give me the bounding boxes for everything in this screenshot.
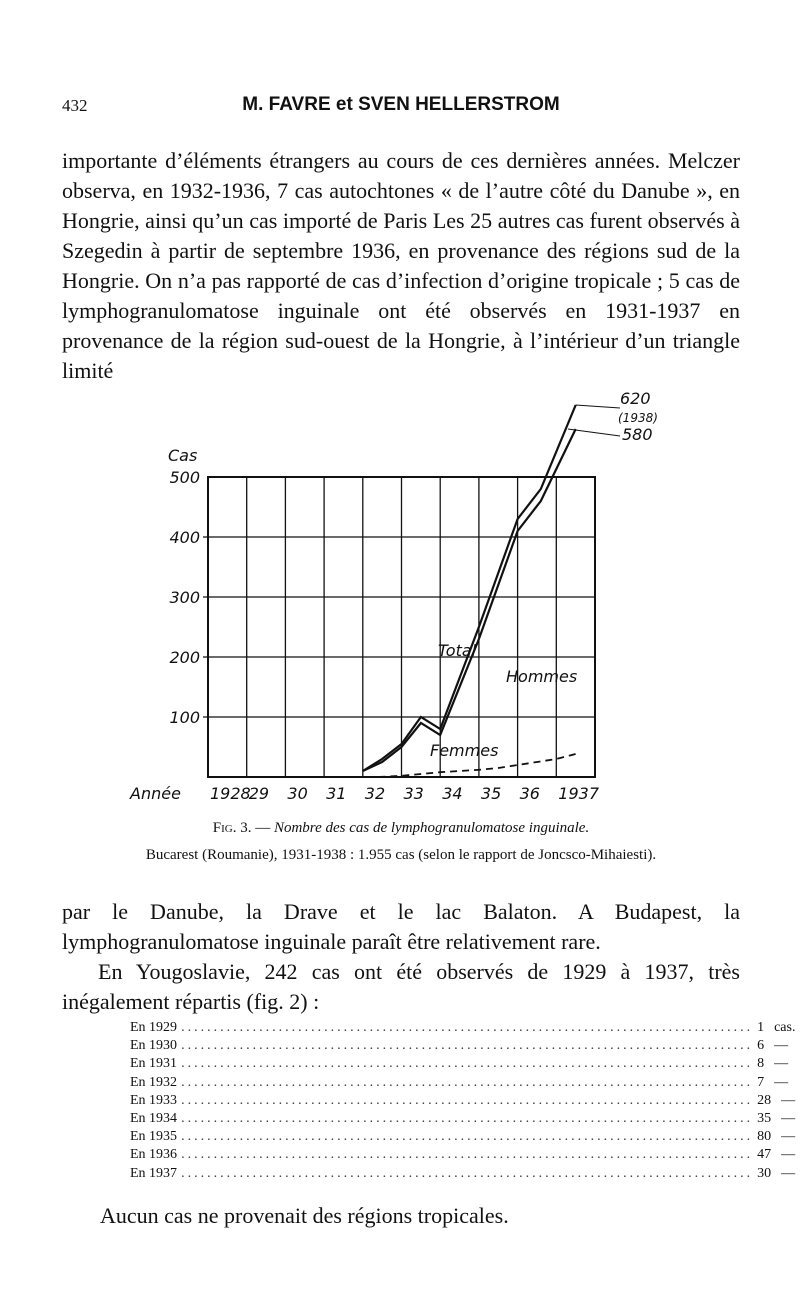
figure-caption	[62, 820, 740, 837]
x-tick-label: 36	[519, 784, 540, 803]
dot-leader: ........................................................................................	[181, 1020, 754, 1035]
case-unit: —	[774, 1074, 789, 1090]
series-line	[363, 405, 576, 771]
paragraph-budapest: par le Danube, la Drave et le lac Balaton. A Budapest, la lymphogranulomatose inguinale paraît être relativement rare.	[62, 899, 740, 954]
y-tick-label: 500	[169, 468, 200, 487]
case-year: En 1929	[130, 1020, 178, 1035]
case-count: 80	[757, 1129, 772, 1145]
closing-line: Aucun cas ne provenait des régions tropicales.	[100, 1203, 509, 1228]
case-count: 30	[757, 1165, 772, 1181]
case-year: En 1931	[130, 1056, 178, 1072]
case-unit: —	[781, 1092, 796, 1108]
x-axis-label: Année	[130, 784, 181, 803]
page-header	[62, 96, 740, 124]
case-unit: —	[774, 1056, 789, 1072]
cases-chart	[110, 380, 658, 810]
case-count: 28	[757, 1092, 772, 1108]
x-tick-label: 34	[442, 784, 463, 803]
case-year: En 1935	[130, 1129, 178, 1145]
case-unit: —	[781, 1129, 796, 1145]
chart-grid	[203, 477, 595, 777]
cases-table	[130, 1019, 796, 1183]
dot-leader: ........................................................................................	[181, 1165, 754, 1181]
case-unit: —	[774, 1038, 789, 1054]
case-year: En 1937	[130, 1165, 178, 1181]
x-tick-label: 1937	[558, 784, 600, 803]
table-row	[130, 1055, 789, 1073]
y-tick-label: 200	[169, 648, 200, 667]
dot-leader: ........................................................................................	[181, 1074, 754, 1090]
case-count: 47	[757, 1147, 772, 1163]
dot-leader: ........................................................................................	[181, 1147, 754, 1163]
chart-annotation: 620	[620, 389, 651, 408]
annotation-leader	[568, 429, 620, 436]
series-label: Hommes	[506, 667, 578, 686]
case-unit: —	[781, 1147, 796, 1163]
case-count: 7	[757, 1074, 765, 1090]
x-tick-label: 30	[287, 784, 308, 803]
table-row	[130, 1128, 796, 1146]
case-year: En 1933	[130, 1092, 178, 1108]
table-row	[130, 1019, 796, 1037]
case-year: En 1932	[130, 1074, 178, 1090]
dot-leader: ........................................................................................	[181, 1092, 754, 1108]
case-count: 6	[757, 1038, 765, 1054]
case-count: 35	[757, 1110, 772, 1126]
table-row	[130, 1037, 789, 1055]
case-year: En 1934	[130, 1110, 178, 1126]
y-tick-label: 300	[169, 588, 200, 607]
table-row	[130, 1074, 789, 1092]
case-count: 1	[757, 1020, 765, 1035]
y-tick-label: 400	[169, 528, 200, 547]
dot-leader: ........................................................................................	[181, 1038, 754, 1054]
dot-leader: ........................................................................................	[181, 1129, 754, 1145]
series-label: Total	[438, 641, 477, 660]
x-tick-label: 1928	[210, 784, 251, 803]
case-count: 8	[757, 1056, 765, 1072]
case-unit: —	[781, 1110, 796, 1126]
series-label: Femmes	[430, 741, 499, 760]
chart-series	[363, 405, 580, 777]
case-unit: cas.	[774, 1020, 796, 1035]
table-row	[130, 1146, 796, 1164]
x-tick-label: 35	[480, 784, 502, 803]
figure-source: Bucarest (Roumanie), 1931-1938 : 1.955 cas (selon le rapport de Joncsco-Mihaiesti).	[145, 847, 657, 863]
dot-leader: ........................................................................................	[181, 1110, 754, 1126]
x-tick-label: 31	[326, 784, 347, 803]
paragraph-yougoslavie: En Yougoslavie, 242 cas ont été observés de 1929 à 1937, très inégalement répartis (fig. 2) :	[62, 959, 740, 1014]
case-year: En 1936	[130, 1147, 178, 1163]
annotation-leader	[576, 405, 620, 408]
paragraph-intro: importante d’éléments étrangers au cours de ces dernières années. Melczer observa, en 1932-1936, 7 cas autochtones « de l’autre côté du Danube », en Hongrie, ainsi qu’un cas importé de Paris Les 25 autres cas furent observés à Szegedin à partir de septembre 1936, en provenance des régions sud de la Hongrie. On n’a pas rapporté de cas d’infection d’origine tropicale ; 5 cas de lymphogranulomatose inguinale ont été observés en 1931-1937 en provenance de la région sud-ouest de la Hongrie, à l’intérieur d’un triangle limité	[62, 148, 740, 383]
y-axis-label: Cas	[168, 446, 198, 465]
figure-label: Fig. 3. —	[212, 820, 271, 836]
chart-annotation: (1938)	[618, 411, 658, 425]
running-title: M. FAVRE et SVEN HELLERSTROM	[242, 94, 560, 115]
page-number: 432	[62, 96, 88, 115]
x-tick-label: 33	[403, 784, 424, 803]
figure-title: Nombre des cas de lymphogranulomatose inguinale.	[273, 820, 590, 836]
chart-annotation: 580	[622, 425, 653, 444]
x-tick-label: 32	[364, 784, 386, 803]
case-unit: —	[781, 1165, 796, 1181]
table-row	[130, 1110, 796, 1128]
table-row	[130, 1165, 796, 1183]
table-row	[130, 1092, 796, 1110]
y-tick-label: 100	[169, 708, 200, 727]
dot-leader: ........................................................................................	[181, 1056, 754, 1072]
case-year: En 1930	[130, 1038, 178, 1054]
x-tick-label: 29	[248, 784, 270, 803]
